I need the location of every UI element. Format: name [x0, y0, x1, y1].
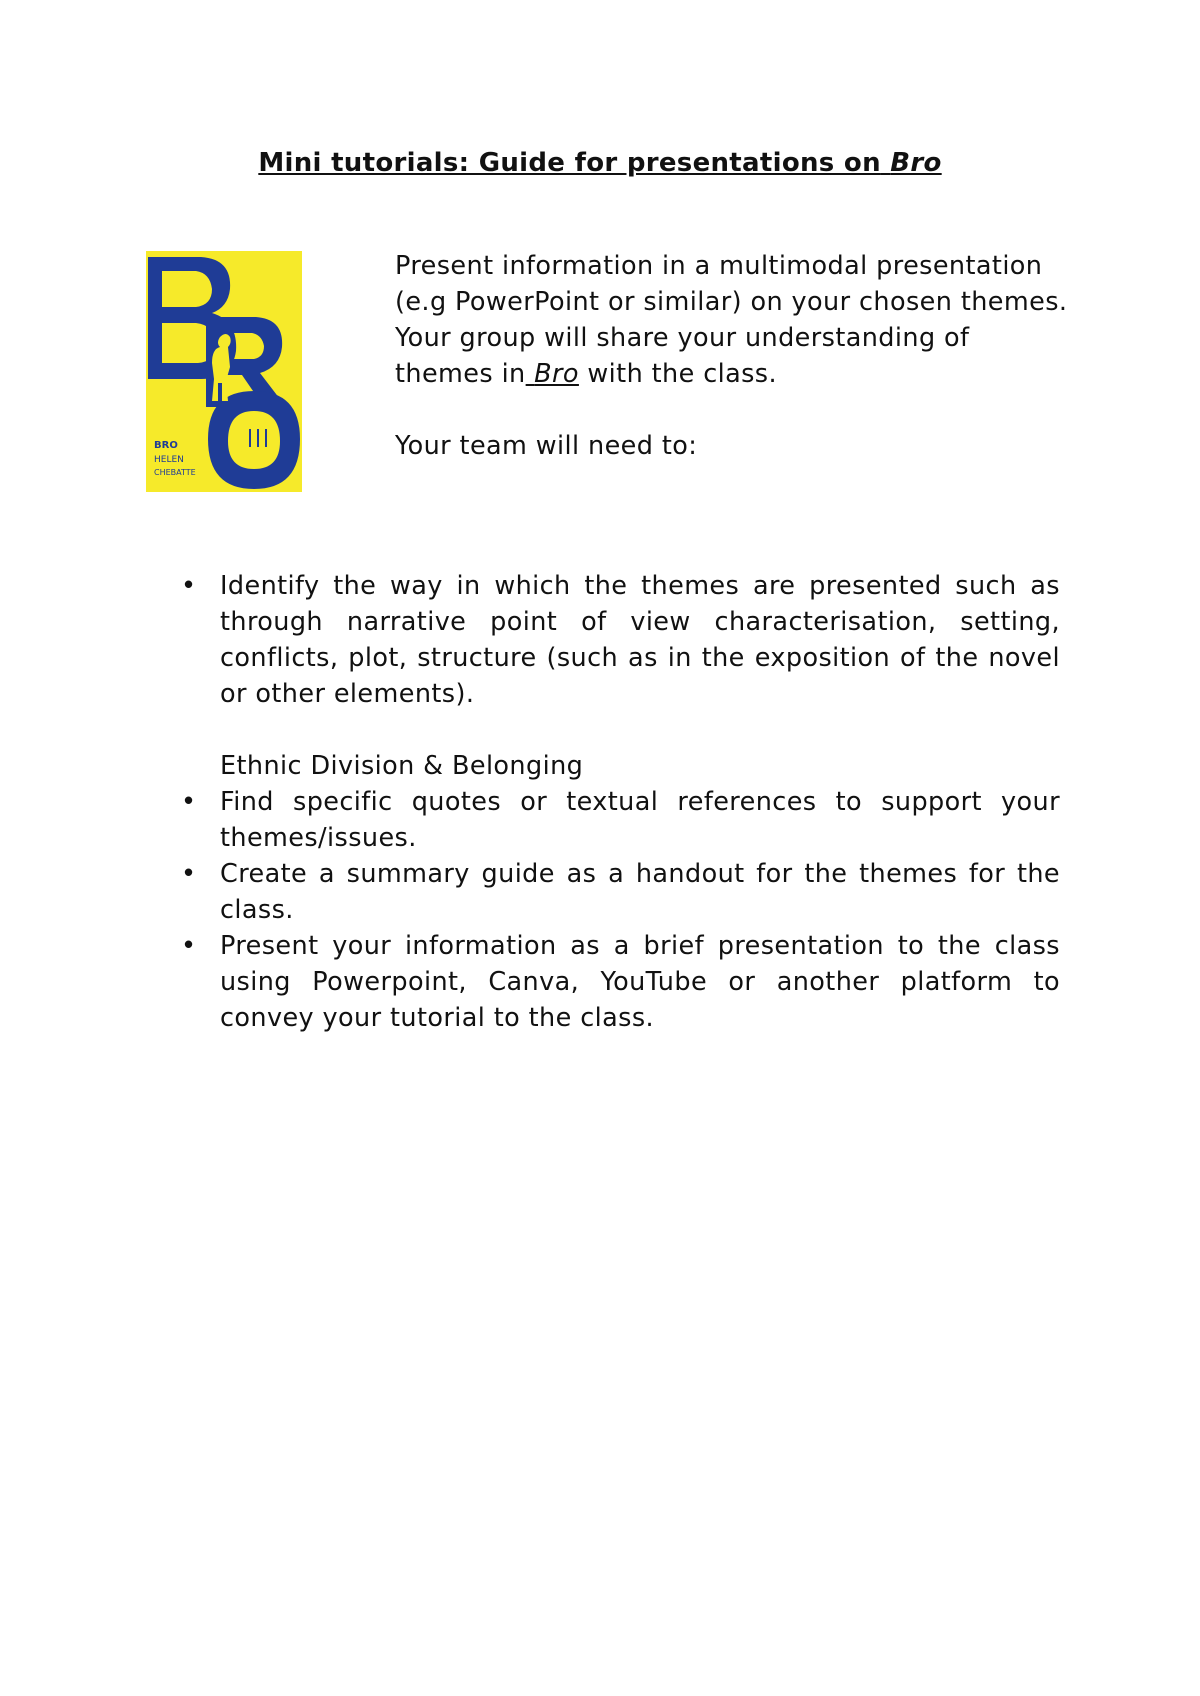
list-subheading: Ethnic Division & Belonging [220, 751, 584, 781]
list-item [177, 568, 1060, 712]
bullet-icon: • [181, 571, 197, 601]
intro-text-end: with the class. [578, 359, 777, 389]
title-text: Mini tutorials: Guide for presentations on [258, 148, 881, 178]
book-cover-art [146, 251, 302, 492]
list-item-text: Create a summary guide as a handout for the themes for the class. [220, 859, 1060, 925]
bullet-icon: • [181, 859, 197, 889]
page-title [0, 146, 1200, 180]
intro-paragraph [395, 248, 1075, 392]
team-line: Your team will need to: [395, 431, 698, 461]
list-item-text: Find specific quotes or textual references to support your themes/issues. [220, 787, 1060, 853]
title-book-name: Bro [890, 148, 942, 178]
bullet-icon: • [181, 787, 197, 817]
list-item [177, 856, 1060, 928]
task-list [177, 568, 1060, 1036]
cover-small-title: BRO [154, 440, 178, 451]
cover-author-first: HELEN [154, 455, 184, 465]
bullet-icon: • [181, 931, 197, 961]
list-item [177, 784, 1060, 856]
intro-block [395, 248, 1075, 464]
book-cover-image [146, 251, 302, 492]
list-item-text: Identify the way in which the themes are presented such as through narrative point of view characterisation, setting, conflicts, plot, structure (such as in the exposition of the novel or other elements). [220, 571, 1060, 709]
cover-author-last: CHEBATTE [154, 468, 196, 477]
intro-text: Present information in a multimodal presentation (e.g PowerPoint or similar) on your chosen themes. Your group will share your understanding of themes in [395, 251, 1068, 389]
list-item-text: Present your information as a brief presentation to the class using Powerpoint, Canva, YouTube or another platform to convey your tutorial to the class. [220, 931, 1060, 1033]
intro-book-name: Bro [534, 359, 579, 389]
list-item [177, 928, 1060, 1036]
